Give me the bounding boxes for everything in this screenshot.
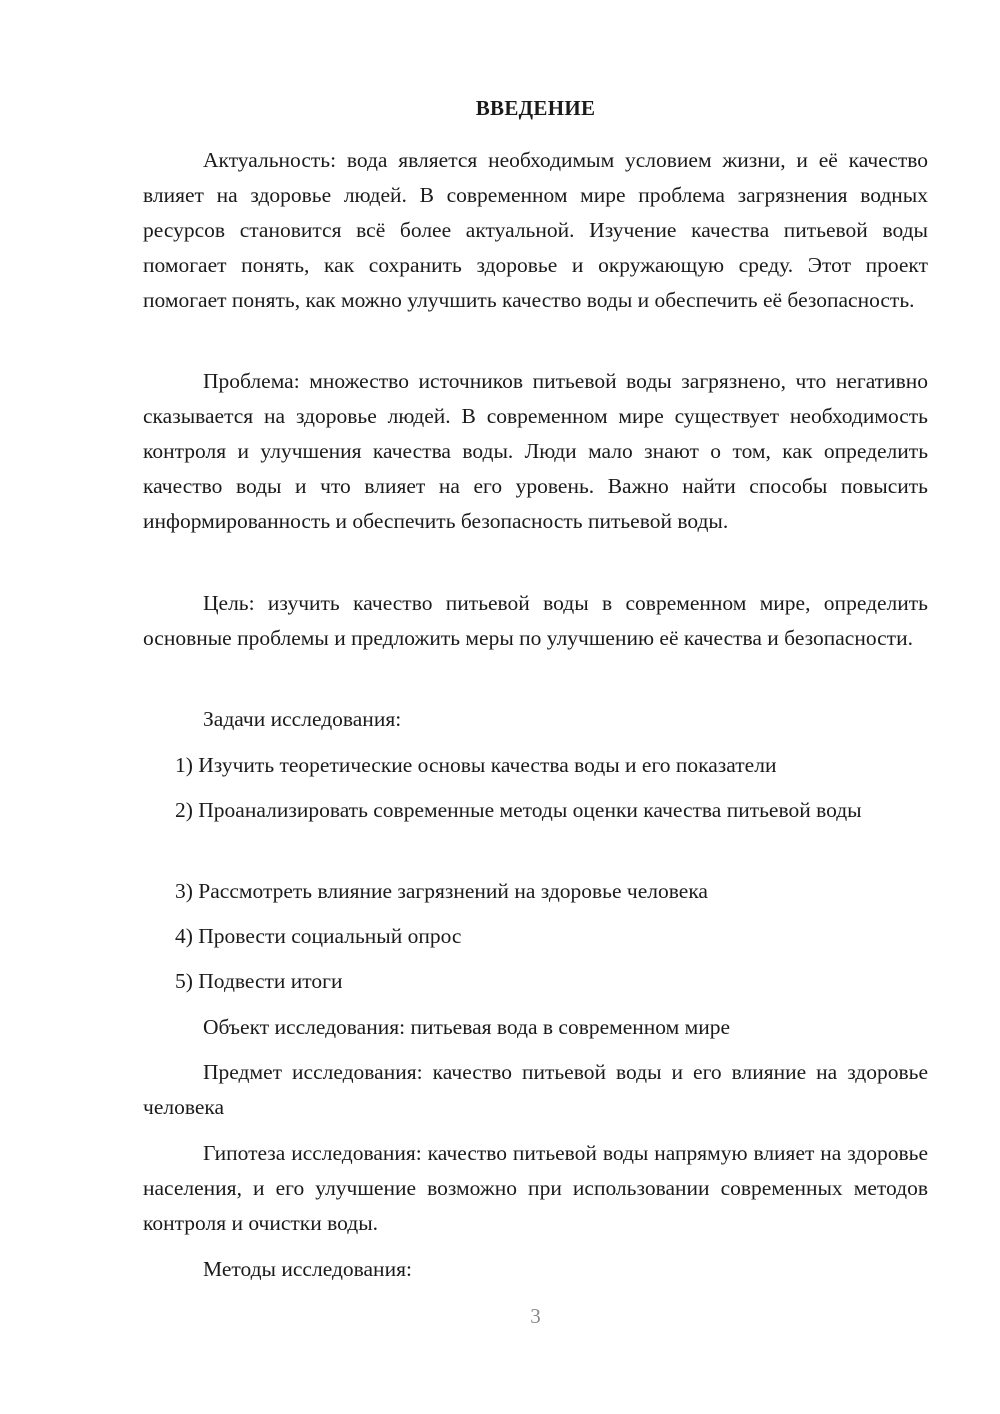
task-item: 1) Изучить теоретические основы качества воды и его показатели: [175, 753, 777, 777]
task-item: 2) Проанализировать современные методы оценки качества питьевой воды: [175, 798, 862, 822]
paragraph-hypothesis: Гипотеза исследования: качество питьевой воды напрямую влияет на здоровье населения, и его улучшение возможно при использовании современных методов контроля и очистки воды.: [143, 1141, 928, 1235]
task-item: 5) Подвести итоги: [175, 969, 343, 993]
paragraph-problem: Проблема: множество источников питьевой воды загрязнено, что негативно сказывается на здоровье людей. В современном мире существует необходимость контроля и улучшения качества воды. Люди мало знают о том, как определить качество воды и что влияет на его уровень. Важно найти способы повысить информированность и обеспечить безопасность питьевой воды.: [143, 369, 928, 533]
page-number: 3: [530, 1304, 541, 1328]
methods-heading: Методы исследования:: [203, 1257, 412, 1281]
tasks-heading: Задачи исследования:: [203, 707, 402, 731]
paragraph-relevance: Актуальность: вода является необходимым условием жизни, и её качество влияет на здоровье людей. В современном мире проблема загрязнения водных ресурсов становится всё более актуальной. Изучение качества питьевой воды помогает понять, как сохранить здоровье и окружающую среду. Этот проект помогает понять, как можно улучшить качество воды и обеспечить её безопасность.: [143, 148, 928, 312]
paragraph-object: Объект исследования: питьевая вода в современном мире: [203, 1015, 731, 1039]
paragraph-subject: Предмет исследования: качество питьевой воды и его влияние на здоровье человека: [143, 1060, 928, 1119]
section-title: ВВЕДЕНИЕ: [475, 96, 596, 120]
paragraph-goal: Цель: изучить качество питьевой воды в современном мире, определить основные проблемы и предложить меры по улучшению её качества и безопасности.: [143, 591, 928, 650]
task-item: 4) Провести социальный опрос: [175, 924, 462, 948]
task-item: 3) Рассмотреть влияние загрязнений на здоровье человека: [175, 879, 708, 903]
